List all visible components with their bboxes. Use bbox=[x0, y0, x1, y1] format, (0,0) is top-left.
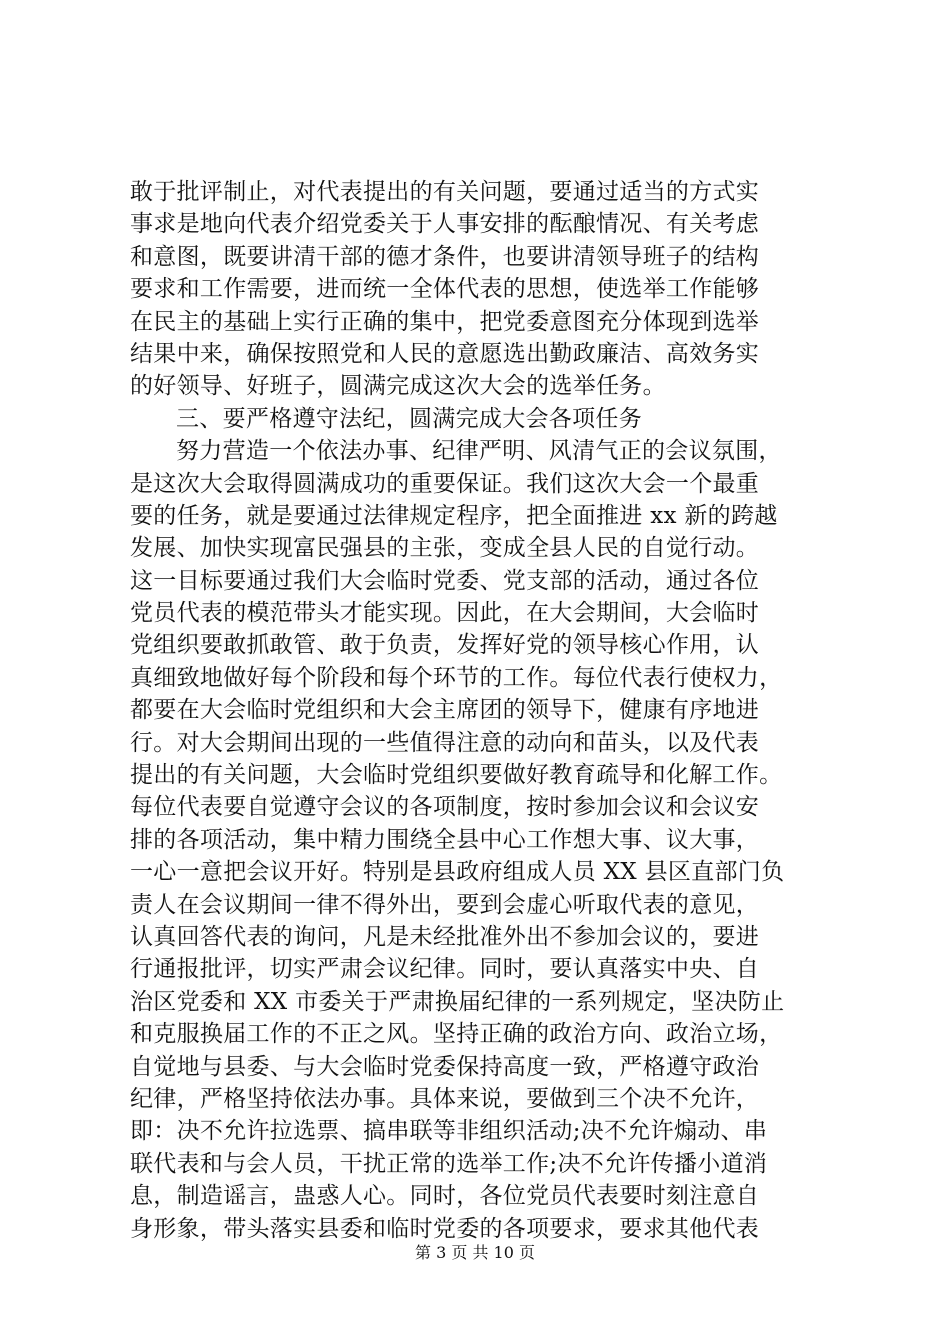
text-line: 在民主的基础上实行正确的集中，把党委意图充分体现到选举 bbox=[130, 308, 760, 335]
text-line: 结果中来，确保按照党和人民的意愿选出勤政廉洁、高效务实 bbox=[130, 340, 760, 367]
text-line: 联代表和与会人员，干扰正常的选举工作;决不允许传播小道消 bbox=[130, 1150, 768, 1177]
text-line: 排的各项活动，集中精力围绕全县中心工作想大事、议大事， bbox=[130, 826, 760, 853]
text-line: 都要在大会临时党组织和大会主席团的领导下，健康有序地进 bbox=[130, 697, 760, 724]
text-line: 行通报批评，切实严肃会议纪律。同时，要认真落实中央、自 bbox=[130, 956, 760, 983]
section-heading: 三、要严格遵守法纪，圆满完成大会各项任务 bbox=[176, 405, 642, 432]
text-line: 党员代表的模范带头才能实现。因此，在大会期间，大会临时 bbox=[130, 600, 760, 627]
text-line: 即：决不允许拉选票、搞串联等非组织活动;决不允许煽动、串 bbox=[130, 1118, 768, 1145]
page-footer: 第 3 页 共 10 页 bbox=[415, 1243, 535, 1262]
text-line: 发展、加快实现富民强县的主张，变成全县人民的自觉行动。 bbox=[130, 535, 760, 562]
text-line: 真细致地做好每个阶段和每个环节的工作。每位代表行使权力， bbox=[130, 664, 783, 691]
text-line: 纪律，严格坚持依法办事。具体来说，要做到三个决不允许， bbox=[130, 1085, 760, 1112]
text-line: 和意图，既要讲清干部的德才条件，也要讲清领导班子的结构 bbox=[130, 243, 760, 270]
text-line: 的好领导、好班子，圆满完成这次大会的选举任务。 bbox=[130, 373, 666, 400]
text-line: 是这次大会取得圆满成功的重要保证。我们这次大会一个最重 bbox=[130, 470, 760, 497]
text-line: 要的任务，就是要通过法律规定程序，把全面推进 xx 新的跨越 bbox=[130, 502, 778, 529]
text-line: 这一目标要通过我们大会临时党委、党支部的活动，通过各位 bbox=[130, 567, 760, 594]
text-line: 息，制造谣言，蛊惑人心。同时，各位党员代表要时刻注意自 bbox=[130, 1183, 760, 1210]
text-line: 每位代表要自觉遵守会议的各项制度，按时参加会议和会议安 bbox=[130, 794, 760, 821]
paragraph-first-line: 努力营造一个依法办事、纪律严明、风清气正的会议氛围， bbox=[176, 438, 782, 465]
text-line: 行。对大会期间出现的一些值得注意的动向和苗头，以及代表 bbox=[130, 729, 760, 756]
text-line: 自觉地与县委、与大会临时党委保持高度一致，严格遵守政治 bbox=[130, 1053, 760, 1080]
text-line: 要求和工作需要，进而统一全体代表的思想，使选举工作能够 bbox=[130, 276, 760, 303]
text-line: 党组织要敢抓敢管、敢于负责，发挥好党的领导核心作用，认 bbox=[130, 632, 760, 659]
body-text bbox=[130, 176, 830, 1245]
text-line: 和克服换届工作的不正之风。坚持正确的政治方向、政治立场， bbox=[130, 1021, 783, 1048]
text-line: 敢于批评制止，对代表提出的有关问题，要通过适当的方式实 bbox=[130, 179, 760, 205]
text-line: 一心一意把会议开好。特别是县政府组成人员 XX 县区直部门负 bbox=[130, 859, 785, 886]
text-line: 提出的有关问题，大会临时党组织要做好教育疏导和化解工作。 bbox=[130, 762, 783, 789]
text-line: 认真回答代表的询问，凡是未经批准外出不参加会议的，要进 bbox=[130, 923, 760, 950]
text-line: 事求是地向代表介绍党委关于人事安排的酝酿情况、有关考虑 bbox=[130, 211, 760, 238]
text-line: 治区党委和 XX 市委关于严肃换届纪律的一系列规定，坚决防止 bbox=[130, 988, 785, 1015]
text-line: 身形象，带头落实县委和临时党委的各项要求，要求其他代表 bbox=[130, 1215, 760, 1242]
text-line: 责人在会议期间一律不得外出，要到会虚心听取代表的意见， bbox=[130, 891, 760, 918]
